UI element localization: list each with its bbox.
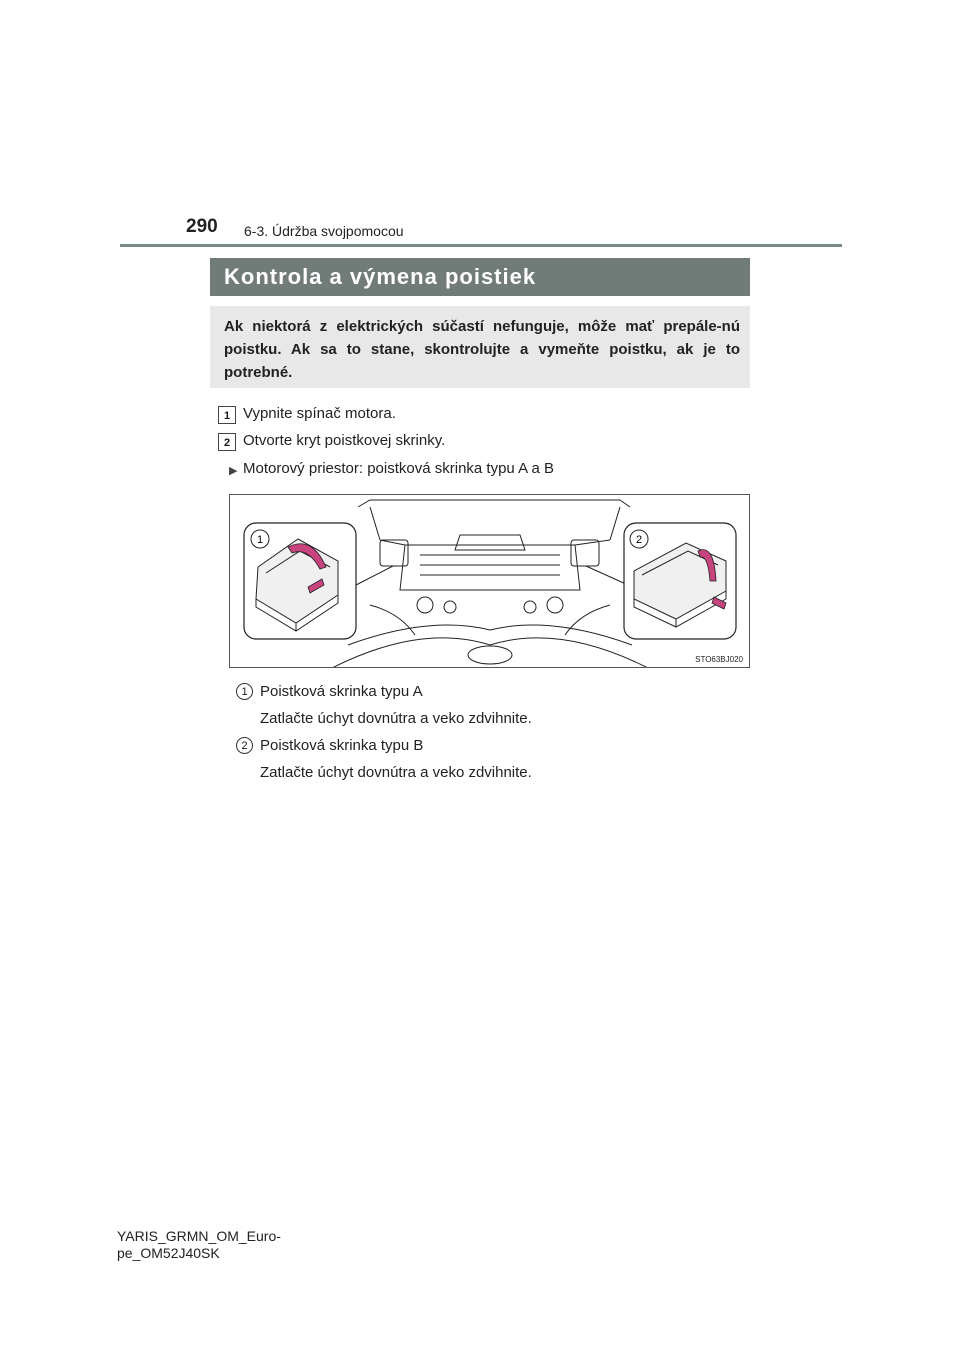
header-divider — [120, 244, 842, 247]
legend-desc-1: Zatlačte úchyt dovnútra a veko zdvihnite. — [260, 710, 532, 727]
step-badge-1: 1 — [218, 406, 236, 424]
figure-code: STO63BJ020 — [695, 655, 743, 664]
section-title: 6-3. Údržba svojpomocou — [244, 223, 404, 239]
legend-title-1: Poistková skrinka typu A — [260, 683, 423, 700]
page-number: 290 — [186, 216, 218, 237]
bullet-arrow-icon: ▶ — [229, 465, 238, 477]
heading-bar — [210, 258, 750, 296]
footer-line-1: YARIS_GRMN_OM_Euro- — [117, 1228, 281, 1244]
figure-callout-2: 2 — [635, 534, 643, 546]
intro-text: Ak niektorá z elektrických súčastí nefunguje, môže mať prepále-nú poistku. Ak sa to stane, skontrolujte a vymeňte poistku, ak je to potrebné. — [224, 318, 740, 381]
figure-callout-1: 1 — [256, 534, 264, 546]
footer-line-2: pe_OM52J40SK — [117, 1245, 220, 1261]
bullet-text: Motorový priestor: poistková skrinka typu A a B — [243, 460, 554, 477]
footer-doc-id — [117, 1228, 281, 1262]
page-heading: Kontrola a výmena poistiek — [224, 264, 537, 289]
legend-desc-2: Zatlačte úchyt dovnútra a veko zdvihnite. — [260, 764, 532, 781]
engine-bay-drawing — [230, 495, 750, 668]
step-badge-2: 2 — [218, 433, 236, 451]
legend-callout-1: 1 — [236, 683, 253, 700]
fuse-box-illustration — [229, 494, 750, 668]
step-text-1: Vypnite spínač motora. — [243, 405, 396, 422]
step-text-2: Otvorte kryt poistkovej skrinky. — [243, 432, 446, 449]
legend-title-2: Poistková skrinka typu B — [260, 737, 424, 754]
legend-callout-2: 2 — [236, 737, 253, 754]
intro-box — [210, 306, 750, 388]
